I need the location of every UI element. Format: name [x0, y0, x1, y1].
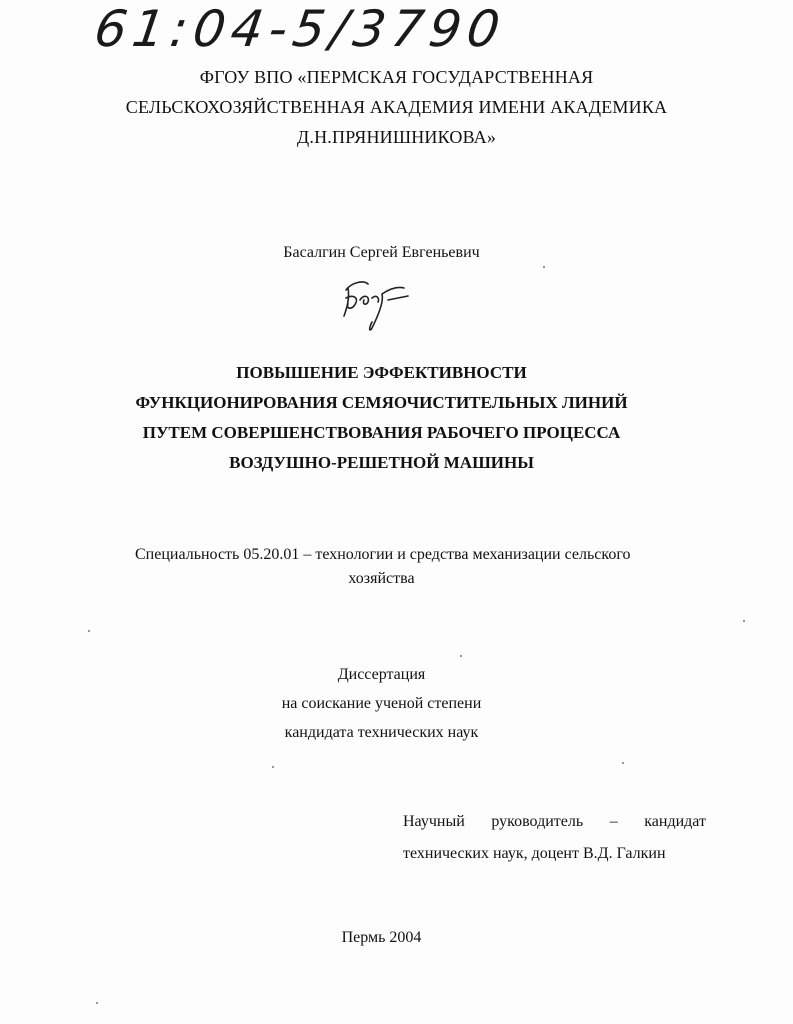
- scan-speck: [622, 762, 624, 764]
- title-line-3: ПУТЕМ СОВЕРШЕНСТВОВАНИЯ РАБОЧЕГО ПРОЦЕССА: [142, 423, 621, 442]
- supervisor-line-1: [403, 806, 706, 838]
- specialty-line-2: хозяйства: [348, 570, 415, 587]
- specialty-line-1: Специальность 05.20.01 – технологии и средства механизации сельского: [135, 546, 631, 563]
- title-line-4: ВОЗДУШНО-РЕШЕТНОЙ МАШИНЫ: [229, 453, 534, 472]
- scan-speck: [460, 655, 462, 657]
- dissertation-title: [0, 358, 778, 478]
- scan-speck: [88, 630, 90, 632]
- author-signature: [338, 272, 418, 336]
- supervisor-word-1: Научный: [403, 813, 465, 830]
- scan-speck: [543, 266, 545, 268]
- organization-line-2: СЕЛЬСКОХОЗЯЙСТВЕННАЯ АКАДЕМИЯ ИМЕНИ АКАДЕМИКА: [125, 97, 668, 117]
- scan-speck: [743, 620, 745, 622]
- title-line-2: ФУНКЦИОНИРОВАНИЯ СЕМЯОЧИСТИТЕЛЬНЫХ ЛИНИЙ: [135, 393, 628, 412]
- supervisor-word-4: кандидат: [644, 813, 706, 830]
- dissertation-line-1: Диссертация: [337, 666, 426, 683]
- supervisor-line-2: технических наук, доцент В.Д. Галкин: [403, 845, 666, 862]
- author-name: Басалгин Сергей Евгеньевич: [283, 244, 480, 261]
- scientific-supervisor: [403, 806, 706, 870]
- handwritten-archive-code: 61:04-5/3790: [90, 0, 510, 58]
- dissertation-label: [0, 660, 778, 747]
- supervisor-word-3: –: [609, 813, 618, 830]
- dissertation-line-3: кандидата технических наук: [284, 724, 479, 741]
- supervisor-word-2: руководитель: [491, 813, 584, 830]
- organization-line-1: ФГОУ ВПО «ПЕРМСКАЯ ГОСУДАРСТВЕННАЯ: [199, 67, 594, 87]
- organization-line-3: Д.Н.ПРЯНИШНИКОВА»: [296, 127, 497, 147]
- title-line-1: ПОВЫШЕНИЕ ЭФФЕКТИВНОСТИ: [236, 363, 527, 382]
- scan-speck: [272, 766, 274, 768]
- scan-speck: [96, 1002, 98, 1004]
- organization-block: [0, 62, 793, 152]
- city-year: Пермь 2004: [341, 929, 422, 946]
- dissertation-line-2: на соискание ученой степени: [281, 695, 482, 712]
